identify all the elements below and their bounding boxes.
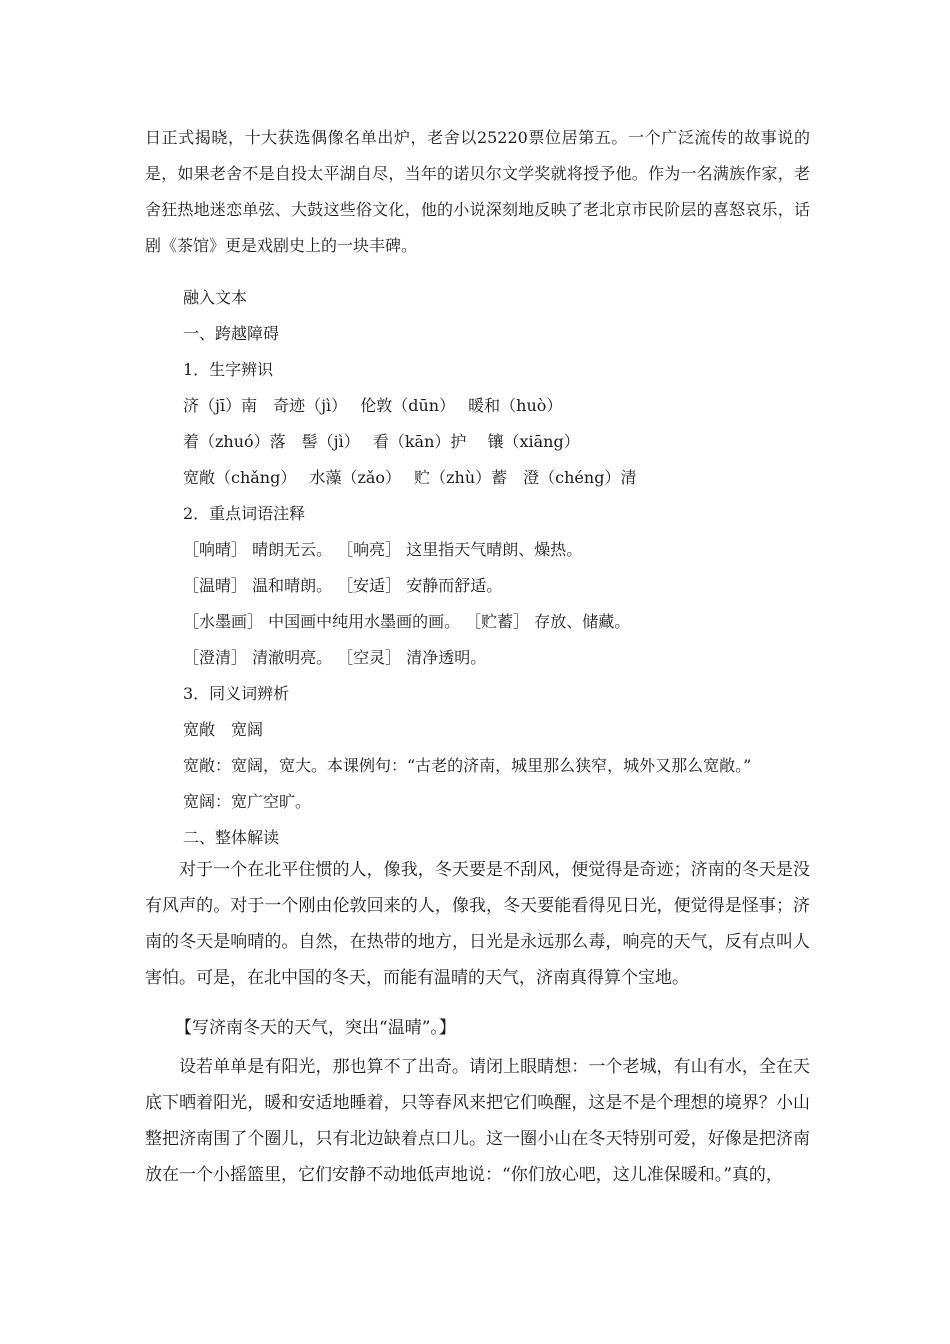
intro-paragraph: 日正式揭晓，十大获选偶像名单出炉，老舍以25220票位居第五。一个广泛流传的故事说的是，如果老舍不是自投太平湖自尽，当年的诺贝尔文学奖就将授予他。作为一名满族作家，老舍狂热地迷恋单弦、大鼓这些俗文化，他的小说深刻地反映了老北京市民阶层的喜怒哀乐，话剧《茶馆》更是戏剧史上的一块丰碑。 <box>145 128 810 255</box>
synonym-def-1: 宽敞：宽阔，宽大。本课例句：“古老的济南，城里那么狭窄，城外又那么宽敞。” <box>183 756 752 775</box>
subheading-1: 1．生字辨识 <box>183 360 274 379</box>
definition-row-4: ［澄清］ 清澈明亮。 ［空灵］ 清净透明。 <box>183 648 487 667</box>
reading-paragraph-2: 设若单单是有阳光，那也算不了出奇。请闭上眼睛想：一个老城，有山有水，全在天底下晒着阳光，暖和安适地睡着，只等春风来把它们唤醒，这是不是个理想的境界？小山整把济南围了个圈儿，只有北边缺着点口儿。这一圈小山在冬天特别可爱，好像是把济南放在一个小摇篮里，它们安静不动地低声地说：“你们放心吧，这儿准保暖和。”真的， <box>145 1057 810 1185</box>
definition-row-3: ［水墨画］ 中国画中纯用水墨画的画。 ［贮蓄］ 存放、储藏。 <box>183 612 631 631</box>
chars-row-3: 宽敞（chǎng） 水藻（zǎo） 贮（zhù）蓄 澄（chéng）清 <box>183 468 637 487</box>
subheading-2: 2．重点词语注释 <box>183 504 306 523</box>
chars-row-1: 济（jī）南 奇迹（jì） 伦敦（dūn） 暖和（huò） <box>183 396 563 415</box>
definition-row-1: ［响晴］ 晴朗无云。 ［响亮］ 这里指天气晴朗、燥热。 <box>183 540 583 559</box>
reading-paragraph-1: 对于一个在北平住惯的人，像我，冬天要是不刮风，便觉得是奇迹；济南的冬天是没有风声的。对于一个刚由伦敦回来的人，像我，冬天要能看得见日光，便觉得是怪事；济南的冬天是响晴的。自然，在热带的地方，日光是永远那么毒，响亮的天气，反有点叫人害怕。可是，在北中国的冬天，而能有温晴的天气，济南真得算个宝地。 <box>145 860 810 988</box>
section-heading-1: 一、跨越障碍 <box>183 324 280 343</box>
synonym-def-2: 宽阔：宽广空旷。 <box>183 792 312 811</box>
section-heading-2: 二、整体解读 <box>183 828 280 847</box>
synonym-pair: 宽敞 宽阔 <box>183 720 264 739</box>
definition-row-2: ［温晴］ 温和晴朗。 ［安适］ 安静而舒适。 <box>183 576 503 595</box>
heading-rongru: 融入文本 <box>183 288 248 307</box>
chars-row-2: 着（zhuó）落 髻（jì） 看（kān）护 镶（xiāng） <box>183 432 580 451</box>
annotation-note: 【写济南冬天的天气，突出“温晴”。】 <box>175 1018 456 1038</box>
subheading-3: 3．同义词辨析 <box>183 684 290 703</box>
